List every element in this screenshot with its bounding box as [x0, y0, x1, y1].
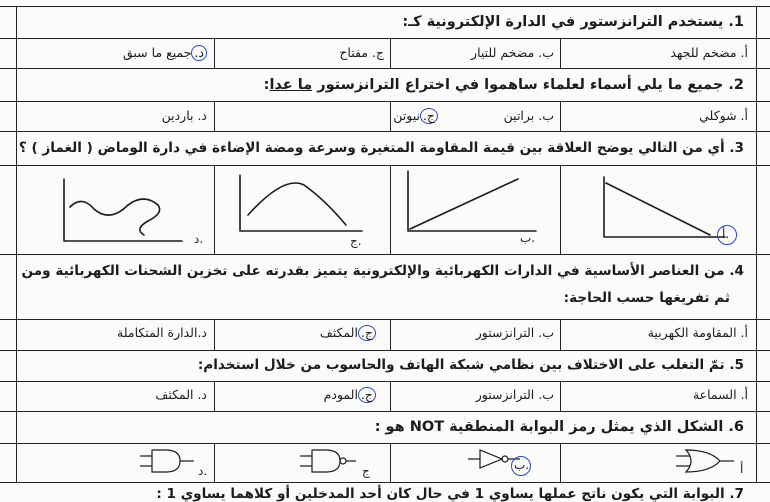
option-c[interactable]: ج.المكثف [320, 325, 376, 341]
gate-option-c[interactable] [300, 447, 360, 477]
option-label-a: أ. [722, 227, 730, 241]
option-c[interactable]: ج. مفتاح [339, 45, 384, 60]
table-border [214, 443, 215, 482]
option-b[interactable]: ب. الترانزستور [475, 387, 554, 402]
table-border [214, 101, 215, 131]
table-border [214, 319, 215, 350]
option-a[interactable]: أ. المقاومة الكهربية [647, 325, 748, 340]
table-border [0, 254, 770, 255]
table-border [0, 38, 770, 39]
table-border [560, 443, 561, 482]
option-c[interactable]: ج.المودم [324, 387, 376, 403]
table-border [0, 131, 770, 132]
graph-option-d[interactable] [16, 165, 214, 254]
option-a[interactable]: أ. السماعة [692, 387, 748, 402]
option-label-b: ب. [514, 458, 530, 472]
answer-circle: ج. [420, 108, 438, 124]
option-label-a: أ [740, 462, 744, 476]
gate-option-a[interactable] [676, 447, 736, 477]
question-4-line-1: 4. من العناصر الأساسية في الدارات الكهربائية والإلكترونية يتميز بقدرته على تخزين الشحنات الكهربائية ومن [21, 263, 744, 279]
table-border [560, 38, 561, 68]
table-border [0, 443, 770, 444]
option-a[interactable]: أ. مضخم للجهد [670, 45, 748, 60]
question-1: 1. يستخدم الترانزستور في الدارة الإلكترونية كـ: [402, 14, 744, 30]
option-label-c: ج [362, 464, 370, 478]
option-d[interactable]: د. المكثف [155, 387, 207, 402]
table-border [390, 101, 391, 131]
option-d[interactable]: د.الدارة المتكاملة [117, 325, 207, 340]
table-border [0, 381, 770, 382]
answer-circle: ج. [358, 325, 376, 341]
option-a[interactable]: أ. شوكلي [699, 108, 748, 123]
option-c[interactable]: ج.نيوتن [393, 108, 438, 124]
table-border [0, 101, 770, 102]
table-border [756, 6, 757, 482]
option-label-d: د. [194, 232, 204, 246]
option-d[interactable]: د.جميع ما سبق [123, 45, 207, 61]
table-border [0, 68, 770, 69]
question-5: 5. تمّ التغلب على الاختلاف بين نظامي شبكة الهاتف والحاسوب من خلال استخدام: [197, 357, 744, 373]
table-border [214, 381, 215, 411]
table-border [0, 319, 770, 320]
table-border [390, 443, 391, 482]
table-border [560, 319, 561, 350]
option-b[interactable]: ب. الترانزستور [475, 325, 554, 340]
question-2: 2. جميع ما يلي أسماء لعلماء ساهموا في اختراع الترانزستور ما عدا: [263, 77, 744, 93]
table-border [0, 482, 770, 483]
table-border [560, 381, 561, 411]
question-4-line-2: ثم تفريغها حسب الحاجة: [563, 290, 730, 306]
table-border [390, 319, 391, 350]
table-border [0, 6, 770, 7]
table-border [0, 350, 770, 351]
option-d[interactable]: د. باردين [161, 108, 207, 123]
option-b[interactable]: ب. براتين [503, 108, 554, 123]
question-3: 3. أي من التالي يوضح العلاقة بين قيمة المقاومة المتغيرة وسرعة ومضة الإضاءة في دارة الوماض ( الغماز ) ؟ [18, 140, 744, 156]
answer-circle: ج. [358, 387, 376, 403]
table-border [560, 101, 561, 131]
table-border [390, 38, 391, 68]
table-border [390, 381, 391, 411]
table-border [214, 38, 215, 68]
option-label-c: ج. [350, 234, 362, 248]
gate-option-d[interactable] [140, 447, 200, 477]
option-b[interactable]: ب. مضخم للتيار [471, 45, 554, 60]
graph-option-c[interactable] [214, 165, 390, 254]
option-label-d: د. [198, 464, 208, 478]
answer-circle: د. [191, 45, 207, 61]
table-border [0, 411, 770, 412]
option-label-b: ب. [520, 231, 536, 245]
question-7: 7. البوابة التي يكون ناتج عملها يساوي 1 في حال كان أحد المدخلين أو كلاهما يساوي 1 : [156, 486, 744, 502]
question-6: 6. الشكل الذي يمثل رمز البوابة المنطقية NOT هو : [374, 419, 744, 435]
